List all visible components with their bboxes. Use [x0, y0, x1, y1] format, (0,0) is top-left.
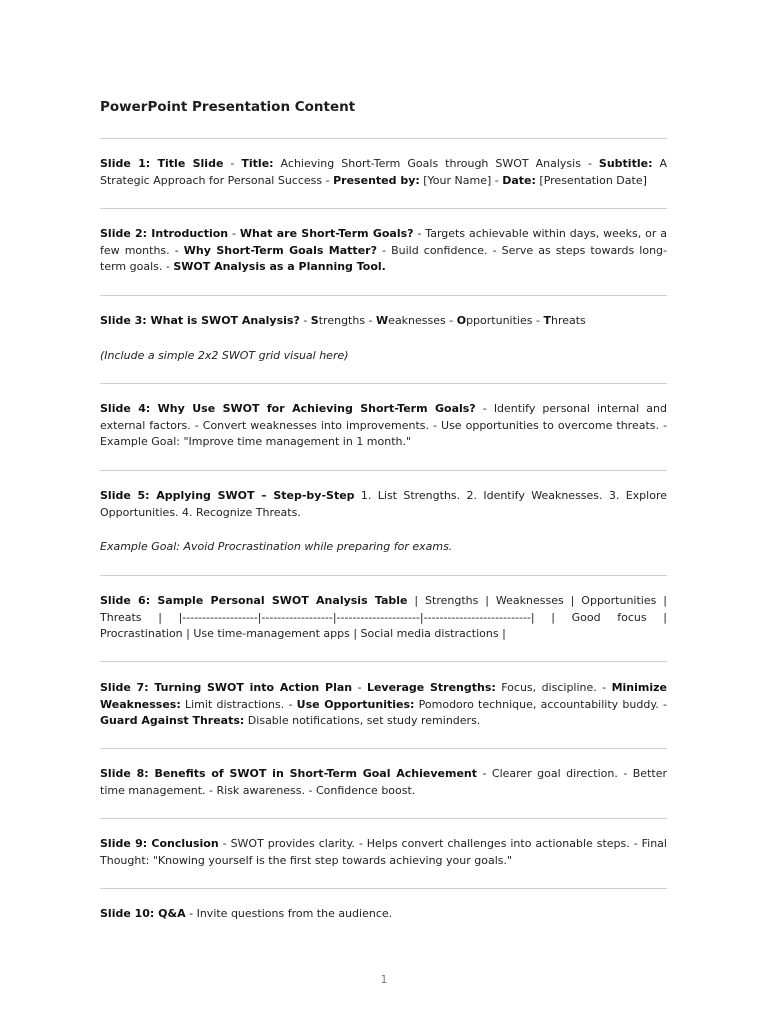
bold-label: W	[376, 314, 389, 327]
body-text: Focus, discipline. -	[495, 681, 612, 694]
bold-label: Presented by:	[333, 173, 420, 187]
slide-5-text	[100, 488, 667, 521]
slide-10-text	[100, 906, 667, 923]
slide-3-text	[100, 313, 667, 330]
slide-heading: Slide 7: Turning SWOT into Action Plan	[100, 681, 353, 694]
page-number: 1	[380, 973, 388, 986]
bold-label: T	[543, 314, 551, 327]
slide-4-text	[100, 401, 667, 451]
body-text: -	[228, 227, 240, 240]
slide-6-text	[100, 593, 667, 643]
slide-9-text	[100, 836, 667, 869]
slide-5-note: Example Goal: Avoid Procrastination while preparing for exams.	[100, 540, 453, 553]
body-text: -	[223, 157, 242, 170]
body-text: [Your Name] -	[419, 173, 503, 187]
body-text: -	[352, 681, 367, 694]
body-text: - SWOT provides clarity. - Helps convert challenges into actionable steps. - Final Thought: "Knowing yourself is the first step towards achieving your goals."	[100, 837, 667, 867]
body-text: trengths -	[318, 314, 377, 327]
separator	[100, 138, 667, 139]
slide-1-text	[100, 156, 667, 189]
bold-label: Why Short-Term Goals Matter?	[183, 243, 377, 257]
separator	[100, 818, 667, 819]
body-text: Achieving Short-Term Goals through SWOT Analysis -	[273, 157, 599, 170]
body-text: pportunities -	[466, 314, 544, 327]
bold-label: Leverage Strengths:	[366, 681, 496, 694]
document-title: PowerPoint Presentation Content	[100, 99, 356, 115]
bold-label: Subtitle:	[598, 157, 653, 170]
separator	[100, 470, 667, 471]
body-text: - Build confidence. - Serve as steps towards long-term goals. -	[100, 243, 668, 274]
slide-heading: Slide 5: Applying SWOT – Step-by-Step	[100, 489, 355, 502]
body-text: | Strengths | Weaknesses | Opportunities | Threats | |-------------------|------------------|---------------------|---------------------------| | Good focus | Procrastination | Use time-management apps | Social media distractions |	[100, 594, 667, 641]
slide-heading: Slide 10: Q&A	[100, 907, 186, 920]
bold-label: Guard Against Threats:	[100, 714, 245, 728]
body-text: [Presentation Date]	[535, 173, 647, 187]
separator	[100, 383, 667, 384]
separator	[100, 575, 667, 576]
body-text: A Strategic Approach for Personal Success -	[100, 157, 667, 187]
separator	[100, 888, 667, 889]
body-text: eaknesses -	[388, 314, 457, 327]
body-text: -	[299, 314, 311, 327]
body-text: Pomodoro technique, accountability buddy. -	[414, 697, 667, 711]
body-text: Disable notifications, set study reminders.	[244, 714, 481, 728]
slide-7-text	[100, 680, 667, 730]
bold-label: O	[456, 314, 467, 327]
slide-3-note: (Include a simple 2x2 SWOT grid visual here)	[100, 349, 349, 362]
slide-heading: Slide 8: Benefits of SWOT in Short-Term Goal Achievement	[100, 767, 478, 780]
bold-label: S	[310, 314, 319, 327]
body-text: - Clearer goal direction. - Better time management. - Risk awareness. - Confidence boost.	[100, 767, 667, 797]
slide-heading: Slide 1: Title Slide	[100, 157, 224, 170]
slide-heading: Slide 9: Conclusion	[100, 837, 219, 850]
slide-2-text	[100, 226, 667, 276]
separator	[100, 208, 667, 209]
body-text: 1. List Strengths. 2. Identify Weaknesses. 3. Explore Opportunities. 4. Recognize Threats.	[100, 489, 667, 519]
body-text: - Identify personal internal and external factors. - Convert weaknesses into improvements. - Use opportunities to overcome threats. - Example Goal: "Improve time management in 1 month."	[100, 402, 667, 449]
bold-label: SWOT Analysis as a Planning Tool.	[173, 260, 386, 274]
body-text: - Invite questions from the audience.	[185, 907, 393, 920]
body-text: hreats	[550, 314, 586, 327]
slide-heading: Slide 2: Introduction	[100, 227, 229, 240]
slide-heading: Slide 3: What is SWOT Analysis?	[100, 314, 300, 327]
body-text: - Targets achievable within days, weeks, or a few months. -	[100, 227, 667, 257]
body-text: Limit distractions. -	[180, 697, 297, 711]
separator	[100, 748, 667, 749]
separator	[100, 295, 667, 296]
bold-label: Minimize Weaknesses:	[100, 681, 668, 711]
bold-label: Title:	[241, 157, 274, 170]
slide-heading: Slide 6: Sample Personal SWOT Analysis Table	[100, 594, 408, 607]
separator	[100, 661, 667, 662]
slide-8-text	[100, 766, 667, 799]
bold-label: Use Opportunities:	[296, 697, 415, 711]
bold-label: Date:	[502, 173, 536, 187]
slide-heading: Slide 4: Why Use SWOT for Achieving Short-Term Goals?	[100, 402, 476, 415]
bold-label: What are Short-Term Goals?	[239, 227, 414, 240]
